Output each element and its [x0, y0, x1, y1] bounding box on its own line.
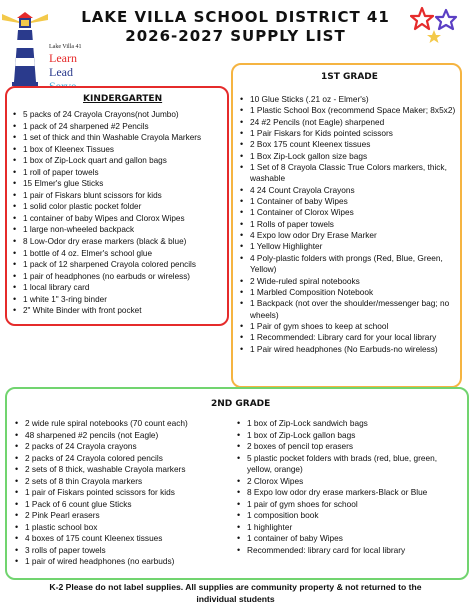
- list-item: • 2 packs of 24 Crayola colored pencils: [13, 453, 228, 465]
- list-item: • 1 pack of 12 sharpened Crayola colored pencils: [11, 259, 225, 271]
- list-item: • 1 Recommended: Library card for your local library: [238, 332, 456, 343]
- list-item: • 2 Box 175 count Kleenex tissues: [238, 139, 456, 150]
- first-grade-list: [238, 94, 456, 355]
- list-item: • 1 Rolls of paper towels: [238, 219, 456, 230]
- list-item: • 8 Low-Odor dry erase markers (black & blue): [11, 236, 225, 248]
- list-item: • 4 Poly-plastic folders with prongs (Red, Blue, Green, Yellow): [238, 253, 456, 276]
- list-item: • 1 local library card: [11, 282, 225, 294]
- list-item: • 1 box of Kleenex Tissues: [11, 144, 225, 156]
- list-item: • 1 box of Zip-Lock sandwich bags: [235, 418, 461, 430]
- list-item: • 1 large non-wheeled backpack: [11, 224, 225, 236]
- list-item: • 1 pair of Fiskars pointed scissors for kids: [13, 487, 228, 499]
- list-item: • 48 sharpened #2 pencils (not Eagle): [13, 430, 228, 442]
- list-item: • 1 pair of Fiskars blunt scissors for kids: [11, 190, 225, 202]
- list-item: • 2 wide rule spiral notebooks (70 count each): [13, 418, 228, 430]
- list-item: • 1 box of Zip-Lock quart and gallon bags: [11, 155, 225, 167]
- list-item: • 2 Clorox Wipes: [235, 476, 461, 488]
- list-item: • 1 solid color plastic pocket folder: [11, 201, 225, 213]
- list-item: • 1 Backpack (not over the shoulder/messenger bag; no wheels): [238, 298, 456, 321]
- footer-note-continued: individual students: [196, 594, 275, 604]
- list-item: • 10 Glue Sticks (.21 oz - Elmer's): [238, 94, 456, 105]
- list-item: • 1 container of baby Wipes: [235, 533, 461, 545]
- list-item: • 1 highlighter: [235, 522, 461, 534]
- logo-word-learn: Learn: [49, 51, 77, 65]
- list-item: • 1 Container of Clorox Wipes: [238, 207, 456, 218]
- list-item: • 1 pair of headphones (no earbuds or wireless): [11, 271, 225, 283]
- list-item: • 1 Pair of gym shoes to keep at school: [238, 321, 456, 332]
- second-grade-list-left: [13, 418, 228, 568]
- list-item: • 1 container of baby Wipes and Clorox Wipes: [11, 213, 225, 225]
- list-item: • 2 packs of 24 Crayola crayons: [13, 441, 228, 453]
- list-item: • 1 Set of 8 Crayola Classic True Colors markers, thick, washable: [238, 162, 456, 185]
- list-item: • 5 packs of 24 Crayola Crayons(not Jumbo): [11, 109, 225, 121]
- list-item: • 1 composition book: [235, 510, 461, 522]
- list-item: • 1 pair of gym shoes for school: [235, 499, 461, 511]
- first-grade-title: 1ST GRADE: [321, 72, 378, 82]
- list-item: • 24 #2 Pencils (not Eagle) sharpened: [238, 117, 456, 128]
- list-item: • 8 Expo low odor dry erase markers-Black or Blue: [235, 487, 461, 499]
- list-item: • 2 Pink Pearl erasers: [13, 510, 228, 522]
- list-item: • 1 Container of baby Wipes: [238, 196, 456, 207]
- footer-note: K-2 Please do not label supplies. All supplies are community property & not returned to the: [49, 582, 422, 592]
- kindergarten-title: KINDERGARTEN: [83, 94, 163, 104]
- list-item: • 5 plastic pocket folders with brads (red, blue, green, yellow, orange): [235, 453, 461, 476]
- list-item: • 4 boxes of 175 count Kleenex tissues: [13, 533, 228, 545]
- list-item: • 1 set of thick and thin Washable Crayola Markers: [11, 132, 225, 144]
- logo-district-text: Lake Villa 41: [49, 44, 82, 50]
- list-item: • 1 white 1" 3-ring binder: [11, 294, 225, 306]
- list-item: • 1 pack of 24 sharpened #2 Pencils: [11, 121, 225, 133]
- list-item: • 2 sets of 8 thick, washable Crayola markers: [13, 464, 228, 476]
- list-item: • 1 pair of wired headphones (no earbuds): [13, 556, 228, 568]
- list-item: • 1 Pair Fiskars for Kids pointed scissors: [238, 128, 456, 139]
- list-item: • Recommended: library card for local library: [235, 545, 461, 557]
- list-item: • 15 Elmer's glue Sticks: [11, 178, 225, 190]
- second-grade-section: [5, 387, 469, 580]
- page-subtitle: 2026-2027 SUPPLY LIST: [125, 27, 346, 45]
- kindergarten-list: [11, 109, 225, 317]
- list-item: • 4 24 Count Crayola Crayons: [238, 185, 456, 196]
- list-item: • 1 Pack of 6 count glue Sticks: [13, 499, 228, 511]
- second-grade-title: 2ND GRADE: [211, 399, 271, 409]
- list-item: • 2" White Binder with front pocket: [11, 305, 225, 317]
- list-item: • 1 Yellow Highlighter: [238, 241, 456, 252]
- list-item: • 2 Wide-ruled spiral notebooks: [238, 276, 456, 287]
- list-item: • 1 box of Zip-Lock gallon bags: [235, 430, 461, 442]
- list-item: • 1 Pair wired headphones (No Earbuds-no wireless): [238, 344, 456, 355]
- first-grade-section: [231, 63, 462, 388]
- list-item: • 1 Plastic School Box (recommend Space Maker; 8x5x2): [238, 105, 456, 116]
- list-item: • 1 plastic school box: [13, 522, 228, 534]
- kindergarten-section: [5, 86, 229, 326]
- list-item: • 1 roll of paper towels: [11, 167, 225, 179]
- second-grade-list-right: [235, 418, 461, 556]
- list-item: • 2 boxes of pencil top erasers: [235, 441, 461, 453]
- list-item: • 3 rolls of paper towels: [13, 545, 228, 557]
- list-item: • 4 Expo low odor Dry Erase Marker: [238, 230, 456, 241]
- list-item: • 2 sets of 8 thin Crayola markers: [13, 476, 228, 488]
- list-item: • 1 Box Zip-Lock gallon size bags: [238, 151, 456, 162]
- page-title: LAKE VILLA SCHOOL DISTRICT 41: [81, 8, 390, 26]
- list-item: • 1 Marbled Composition Notebook: [238, 287, 456, 298]
- logo-word-lead: Lead: [49, 65, 73, 79]
- list-item: • 1 bottle of 4 oz. Elmer's school glue: [11, 248, 225, 260]
